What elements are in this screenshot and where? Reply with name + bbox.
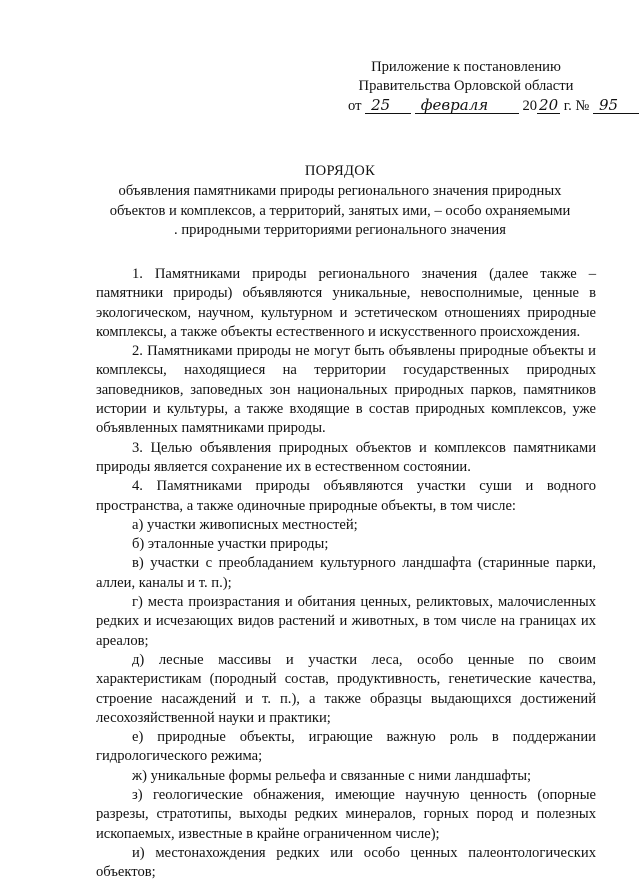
list-item-zh: ж) уникальные формы рельефа и связанные с ними ландшафты; bbox=[132, 767, 532, 784]
appendix-block bbox=[336, 58, 619, 116]
appendix-date-line bbox=[348, 95, 619, 116]
title-line-3: . природными территориями регионального значения bbox=[174, 222, 506, 239]
list-item-z: з) геологические обнажения, имеющие научную ценность (опорные разрезы, стратотипы, выходы редких минералов, горных пород и полезных ископаемых, известные в крайне ограниченном числе); bbox=[96, 787, 596, 842]
paragraph-2: 2. Памятниками природы не могут быть объявлены природные объекты и комплексы, находящиеся на территории государственных природных заповедников, заповедных зон национальных природных парков, памятников истории и культуры, а также входящие в состав природных комплексов, уже объявленных памятниками природы. bbox=[96, 343, 596, 437]
list-item-i: и) местонахождения редких или особо ценных палеонтологических объектов; bbox=[96, 844, 596, 881]
year-prefix: 20 bbox=[522, 97, 538, 114]
title-heading: ПОРЯДОК bbox=[304, 163, 376, 179]
date-prefix: от bbox=[348, 97, 362, 114]
title-line-2: объектов и комплексов, а территорий, занятых ими, – особо охраняемыми bbox=[109, 202, 571, 219]
paragraph-1: 1. Памятниками природы регионального значения (далее также – памятники природы) объявляются уникальные, невосполнимые, ценные в экологическом, научном, культурном и эстетическом отношениях природные комплексы, а также объекты естественного и искусственного происхождения. bbox=[96, 266, 596, 340]
number-label: г. № bbox=[563, 97, 590, 114]
document-title bbox=[60, 162, 620, 241]
title-line-1: объявления памятниками природы регионального значения природных bbox=[118, 183, 562, 200]
list-item-v: в) участки с преобладанием культурного ландшафта (старинные парки, аллеи, каналы и т. п.); bbox=[96, 555, 596, 591]
handwritten-number: 95 bbox=[593, 97, 639, 114]
paragraph-4: 4. Памятниками природы объявляются участки суши и водного пространства, а также одиночные природные объекты, в том числе: bbox=[96, 478, 596, 514]
appendix-line-2: Правительства Орловской области bbox=[358, 78, 574, 95]
list-item-d: д) лесные массивы и участки леса, особо ценные по своим характеристикам (породный состав, продуктивность, генетические качества, строение насаждений и т. п.), а также образцы выдающихся достижений лесохозяйственной науки и практики; bbox=[96, 651, 596, 726]
handwritten-month: февраля bbox=[415, 97, 519, 114]
handwritten-day: 25 bbox=[365, 97, 411, 114]
list-item-a: а) участки живописных местностей; bbox=[132, 516, 358, 533]
document-body bbox=[96, 265, 596, 883]
appendix-line-1: Приложение к постановлению bbox=[371, 59, 561, 75]
handwritten-year: 20 bbox=[539, 95, 559, 114]
list-item-e: е) природные объекты, играющие важную роль в поддержании гидрологического режима; bbox=[96, 729, 596, 765]
list-item-g: г) места произрастания и обитания ценных, реликтовых, малочисленных редких и исчезающих видов растений и животных, в том числе на границах их ареалов; bbox=[96, 594, 596, 649]
list-item-b: б) эталонные участки природы; bbox=[132, 536, 329, 553]
paragraph-3: 3. Целью объявления природных объектов и комплексов памятниками природы является сохранение их в естественном состоянии. bbox=[96, 439, 596, 475]
